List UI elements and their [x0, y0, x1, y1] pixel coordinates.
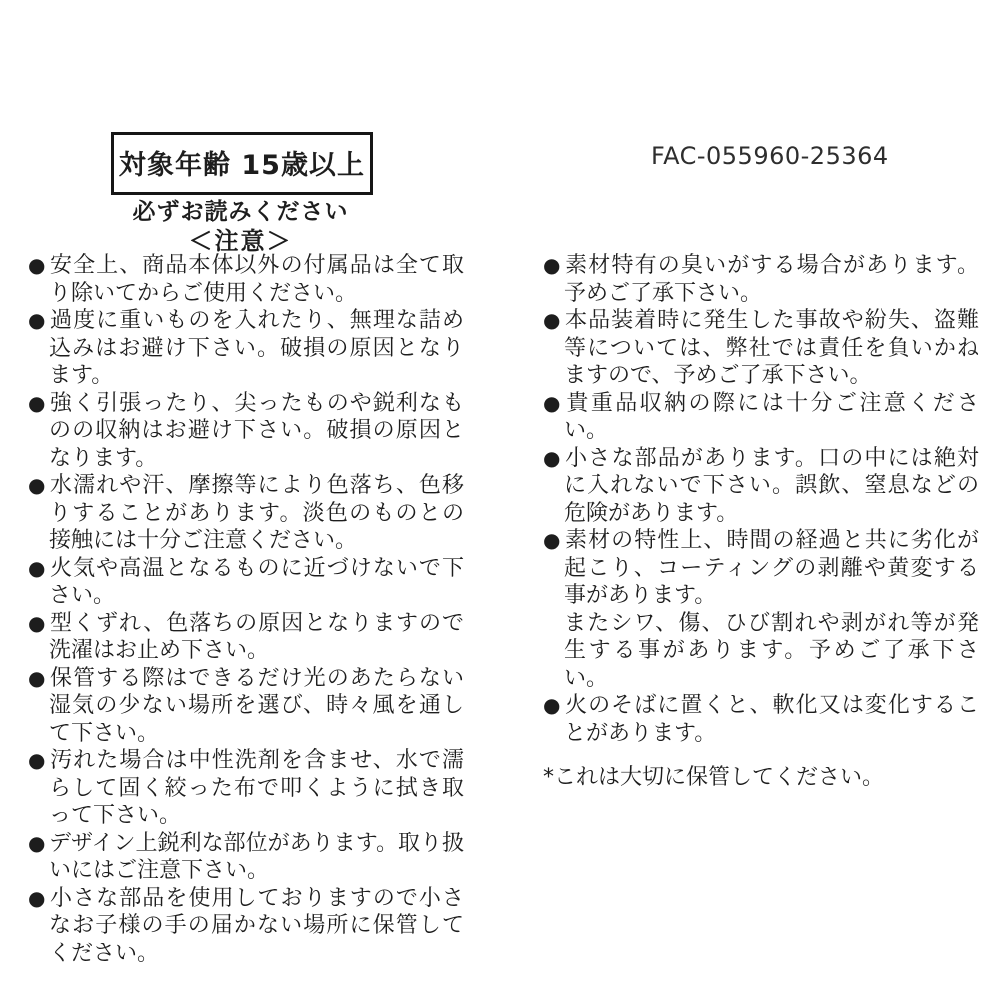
bullet-icon: ● — [28, 253, 46, 277]
note-text: ● 保管する際はできるだけ光のあたらない湿気の少ない場所を選び、時々風を通して下さい。 — [28, 665, 464, 746]
bullet-icon: ● — [28, 390, 46, 415]
bullet-icon: ● — [28, 748, 46, 772]
note-text: ● 本品装着時に発生した事故や紛失、盗難等については、弊社では責任を負いかねますので、予めご了承下さい。 — [543, 308, 979, 388]
bullet-icon: ● — [28, 830, 46, 855]
bullet-icon: ● — [28, 885, 46, 910]
age-restriction-label: 対象年齢 15歳以上 — [119, 150, 365, 181]
bullet-icon: ● — [543, 445, 561, 470]
note-item — [543, 527, 979, 692]
note-text: ● 火のそばに置くと、軟化又は変化することがあります。 — [543, 693, 979, 746]
bullet-icon: ● — [543, 528, 561, 552]
note-continuation-text: またシワ、傷、ひび割れや剥がれ等が発生する事があります。予めご了承下さい。 — [564, 610, 979, 691]
note-text: ● 貴重品収納の際には十分ご注意ください。 — [543, 390, 979, 443]
note-text: ● 汚れた場合は中性洗剤を含ませ、水で濡らして固く絞った布で叩くように拭き取って下さい。 — [28, 748, 464, 828]
note-text: ● 素材特有の臭いがする場合があります。予めご了承下さい。 — [543, 253, 979, 306]
left-notes-column — [28, 252, 464, 967]
bullet-icon: ● — [543, 390, 561, 415]
right-column-wrap — [543, 252, 979, 792]
age-restriction-box — [111, 132, 373, 195]
bullet-icon: ● — [28, 308, 46, 332]
note-text: ● 水濡れや汗、摩擦等により色落ち、色移りすることがあります。淡色のものとの接触には十分ご注意ください。 — [28, 473, 464, 553]
product-code: FAC-055960-25364 — [651, 142, 889, 170]
note-text: ● 安全上、商品本体以外の付属品は全て取り除いてからご使用ください。 — [28, 253, 464, 306]
caution-heading: ＜注意＞ — [188, 227, 293, 255]
note-item — [28, 472, 464, 555]
bullet-icon: ● — [28, 665, 46, 690]
bullet-icon: ● — [543, 253, 561, 277]
note-item — [28, 307, 464, 390]
note-item — [543, 307, 979, 390]
note-item — [28, 830, 464, 885]
note-item — [28, 665, 464, 748]
storage-footnote: *これは大切に保管してください。 — [543, 765, 885, 790]
right-notes-column — [543, 252, 979, 747]
note-item — [543, 390, 979, 445]
bullet-icon: ● — [28, 610, 46, 635]
note-text: ● 小さな部品があります。口の中には絶対に入れないで下さい。誤飲、窒息などの危険があります。 — [543, 445, 979, 526]
note-item — [28, 885, 464, 968]
note-text: ● 強く引張ったり、尖ったものや鋭利なものの収納はお避け下さい。破損の原因となります。 — [28, 390, 464, 471]
note-text: ● 型くずれ、色落ちの原因となりますので洗濯はお止め下さい。 — [28, 610, 464, 663]
note-item — [28, 390, 464, 473]
note-item — [28, 747, 464, 830]
note-item — [543, 692, 979, 747]
note-item — [28, 252, 464, 307]
note-text: ● 小さな部品を使用しておりますので小さなお子様の手の届かない場所に保管してください。 — [28, 885, 464, 966]
note-text: ● 素材の特性上、時間の経過と共に劣化が起こり、コーティングの剥離や黄変する事があります。 — [543, 528, 979, 608]
note-item — [543, 445, 979, 528]
bullet-icon: ● — [28, 473, 46, 497]
bullet-icon: ● — [543, 308, 561, 332]
bullet-icon: ● — [28, 555, 46, 580]
note-text: ● デザイン上鋭利な部位があります。取り扱いにはご注意下さい。 — [28, 830, 464, 883]
note-text: ● 過度に重いものを入れたり、無理な詰め込みはお避け下さい。破損の原因となります。 — [28, 308, 464, 388]
note-item — [543, 252, 979, 307]
note-text: ● 火気や高温となるものに近づけないで下さい。 — [28, 555, 464, 608]
must-read-heading: 必ずお読みください — [132, 199, 349, 225]
note-item — [28, 610, 464, 665]
note-item — [28, 555, 464, 610]
bullet-icon: ● — [543, 693, 561, 717]
